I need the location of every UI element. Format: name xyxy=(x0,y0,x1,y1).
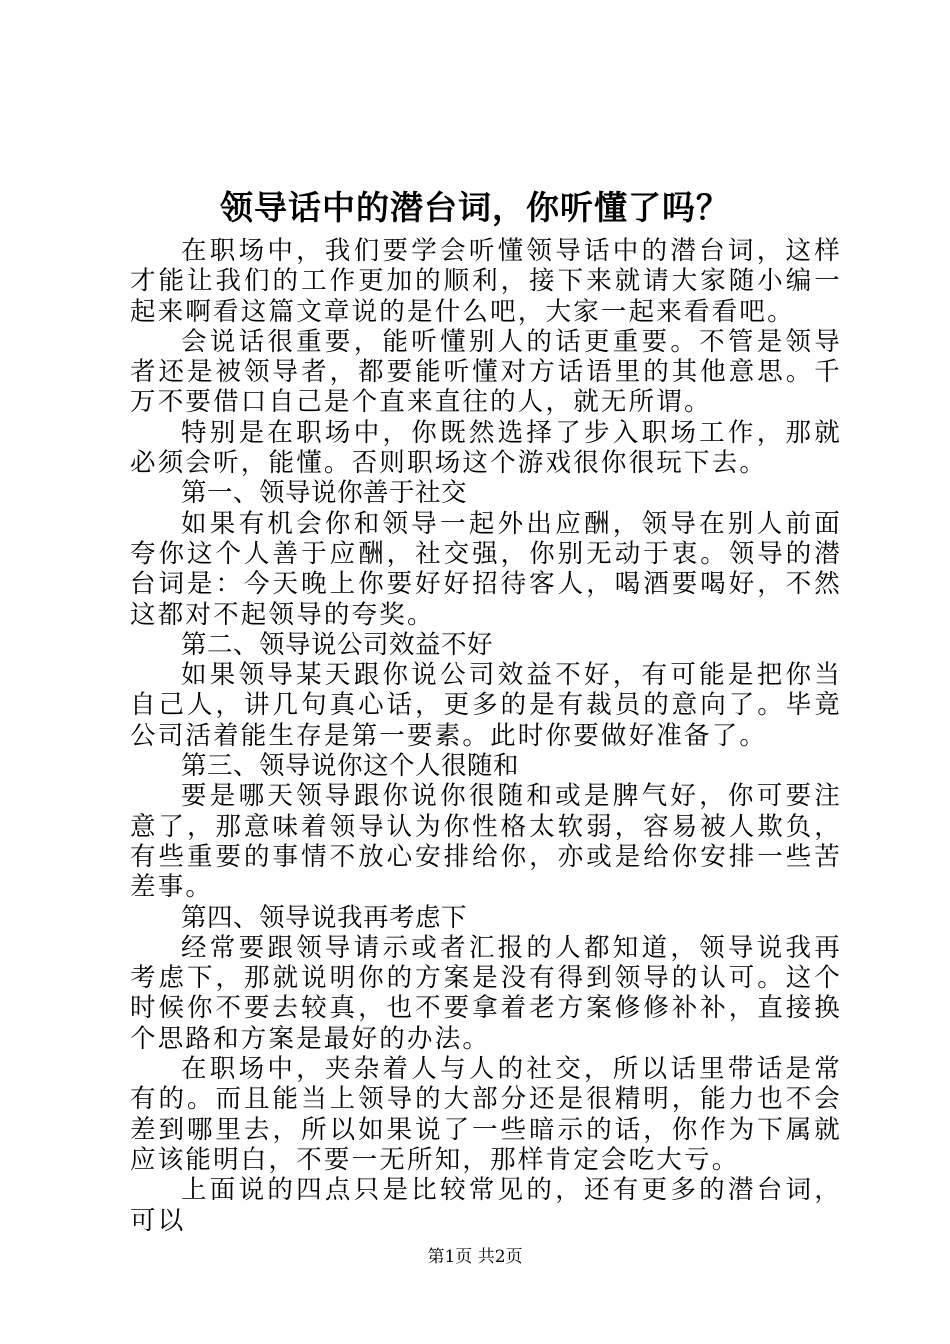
section-heading-4: 第四、领导说我再考虑下 xyxy=(181,902,468,933)
paragraph-conclusion: 上面说的四点只是比较常见的，还有更多的潜台词，可以 xyxy=(130,1175,842,1236)
paragraph-section-1: 如果有机会你和领导一起外出应酬，领导在别人前面夸你这个人善于应酬，社交强，你别无动于衷。领导的潜台词是：今天晚上你要好好招待客人，喝酒要喝好，不然这都对不起领导的夸奖。 xyxy=(130,508,842,630)
paragraph-intro: 在职场中，我们要学会听懂领导话中的潜台词，这样才能让我们的工作更加的顺利，接下来就请大家随小编一起来啊看这篇文章说的是什么吧，大家一起来看看吧。 xyxy=(130,236,842,327)
section-heading-2: 第二、领导说公司效益不好 xyxy=(181,629,494,660)
page-footer: 第1页 共2页 xyxy=(427,1247,523,1267)
section-heading-3: 第三、领导说你这个人很随和 xyxy=(181,751,520,782)
paragraph-summary: 在职场中，夹杂着人与人的社交，所以话里带话是常有的。而且能当上领导的大部分还是很精明，能力也不会差到哪里去，所以如果说了一些暗示的话，你作为下属就应该能明白，不要一无所知，那样肯定会吃大亏。 xyxy=(130,1054,842,1175)
document-title: 领导话中的潜台词，你听懂了吗？ xyxy=(220,188,730,227)
paragraph-section-4: 经常要跟领导请示或者汇报的人都知道，领导说我再考虑下，那就说明你的方案是没有得到领导的认可。这个时候你不要去较真，也不要拿着老方案修修补补，直接换个思路和方案是最好的办法。 xyxy=(130,932,842,1054)
paragraph-listening: 会说话很重要，能听懂别人的话更重要。不管是领导者还是被领导者，都要能听懂对方话语里的其他意思。千万不要借口自己是个直来直往的人，就无所谓。 xyxy=(130,326,842,418)
section-heading-1: 第一、领导说你善于社交 xyxy=(181,478,468,509)
paragraph-workplace: 特别是在职场中，你既然选择了步入职场工作，那就必须会听，能懂。否则职场这个游戏很你很玩下去。 xyxy=(130,417,842,479)
paragraph-section-2: 如果领导某天跟你说公司效益不好，有可能是把你当自己人，讲几句真心话，更多的是有裁员的意向了。毕竟公司活着能生存是第一要素。此时你要做好准备了。 xyxy=(130,660,842,751)
document-body xyxy=(130,236,842,1236)
paragraph-section-3: 要是哪天领导跟你说你很随和或是脾气好，你可要注意了，那意味着领导认为你性格太软弱，容易被人欺负，有些重要的事情不放心安排给你，亦或是给你安排一些苦差事。 xyxy=(130,781,842,903)
